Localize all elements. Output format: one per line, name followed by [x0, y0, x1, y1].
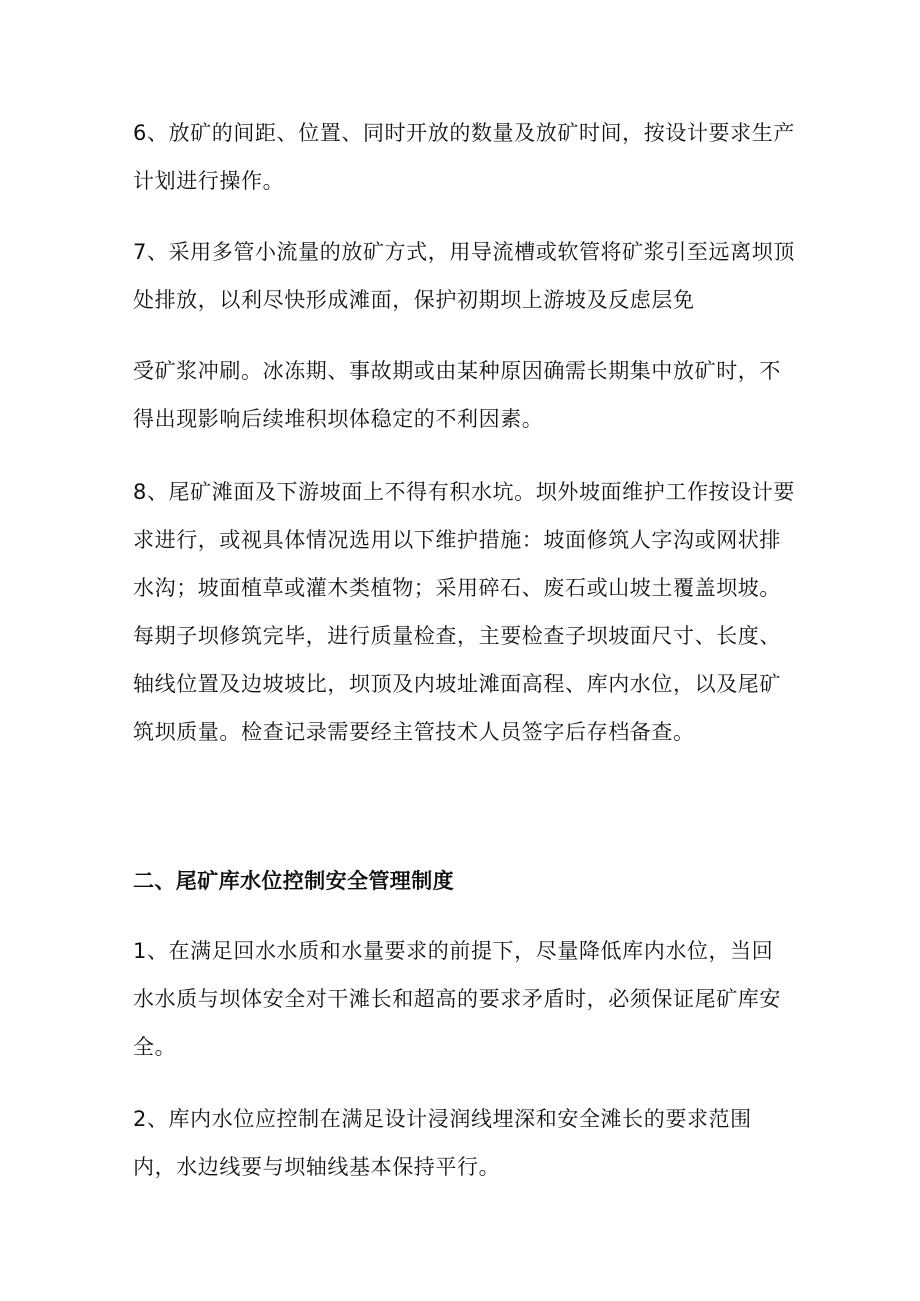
item7-line-2: 处排放，以利尽快形成滩面，保护初期坝上游坡及反虑层免 [133, 288, 695, 312]
item8-line-1: 8、尾矿滩面及下游坡面上不得有积水坑。坝外坡面维护工作按设计要 [133, 480, 795, 504]
section-heading: 二、尾矿库水位控制安全管理制度 [133, 869, 454, 893]
item7-line-1: 7、采用多管小流量的放矿方式，用导流槽或软管将矿浆引至远离坝顶 [133, 240, 795, 264]
section2-item1-line-3: 全。 [133, 1035, 177, 1059]
section2-item2-line-1: 2、库内水位应控制在满足设计浸润线埋深和安全滩长的要求范围 [133, 1107, 752, 1131]
section2-item1-line-1: 1、在满足回水水质和水量要求的前提下，尽量降低库内水位，当回 [133, 939, 774, 963]
item8-line-2: 求进行，或视具体情况选用以下维护措施：坡面修筑人字沟或网状排 [133, 528, 781, 552]
item8-line-3: 水沟；坡面植草或灌木类植物；采用碎石、废石或山坡土覆盖坝坡。 [133, 576, 781, 600]
item7-line-4: 得出现影响后续堆积坝体稳定的不利因素。 [133, 407, 544, 431]
section2-item2-line-2: 内，水边线要与坝轴线基本保持平行。 [133, 1155, 501, 1179]
item6-line-1: 6、放矿的间距、位置、同时开放的数量及放矿时间，按设计要求生产 [133, 121, 795, 145]
item8-line-4: 每期子坝修筑完毕，进行质量检查，主要检查子坝坡面尺寸、长度、 [133, 624, 781, 648]
item7-line-3: 受矿浆冲刷。冰冻期、事故期或由某种原因确需长期集中放矿时，不 [133, 359, 781, 383]
item8-line-6: 筑坝质量。检查记录需要经主管技术人员签字后存档备查。 [133, 720, 695, 744]
section2-item1-line-2: 水水质与坝体安全对干滩长和超高的要求矛盾时，必须保证尾矿库安 [133, 987, 781, 1011]
item8-line-5: 轴线位置及边坡坡比，坝顶及内坡址滩面高程、库内水位，以及尾矿 [133, 672, 781, 696]
item6-line-2: 计划进行操作。 [133, 169, 285, 193]
